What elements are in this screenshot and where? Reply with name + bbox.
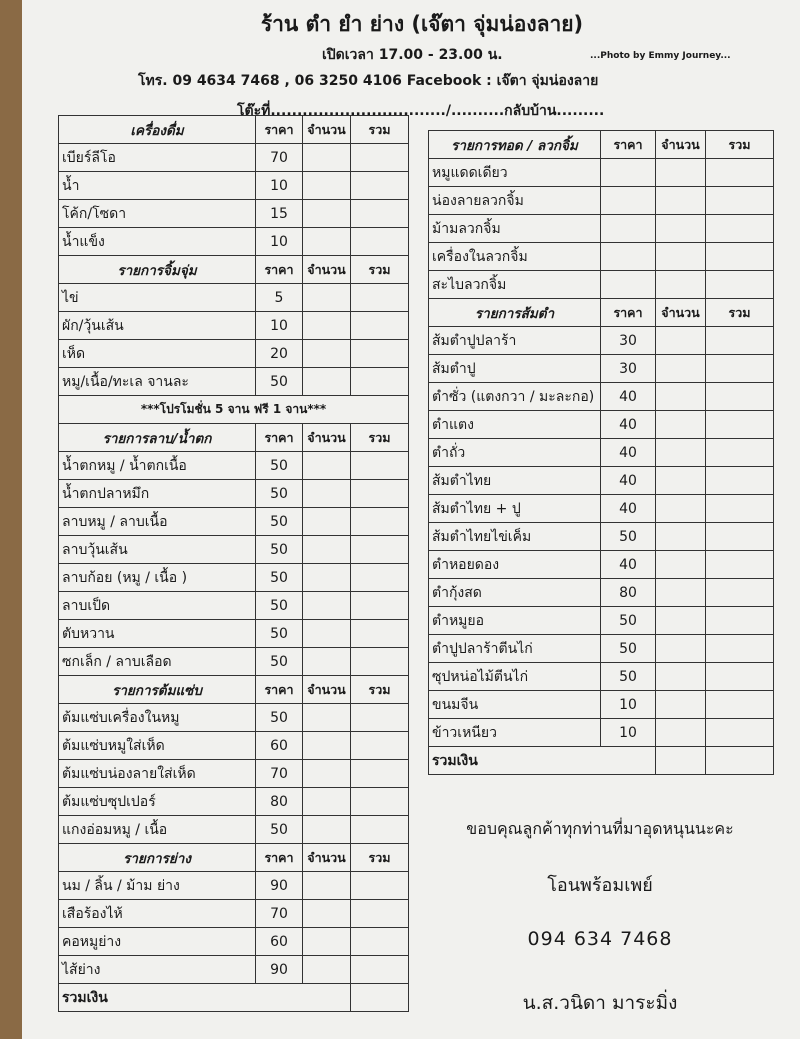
- menu-item-row: [429, 215, 774, 243]
- item-total-cell[interactable]: [351, 704, 409, 732]
- menu-item-row: [59, 648, 409, 676]
- item-total-cell[interactable]: [706, 551, 774, 579]
- item-qty-cell[interactable]: [303, 900, 351, 928]
- menu-item-row: [59, 704, 409, 732]
- item-price: 30: [601, 355, 656, 383]
- price-header: ราคา: [256, 676, 303, 704]
- item-price: 50: [256, 368, 303, 396]
- qty-header: จำนวน: [656, 131, 706, 159]
- item-total-cell[interactable]: [706, 495, 774, 523]
- price-header: ราคา: [256, 424, 303, 452]
- item-qty-cell[interactable]: [303, 928, 351, 956]
- item-qty-cell[interactable]: [303, 284, 351, 312]
- menu-item-row: [59, 480, 409, 508]
- item-qty-cell[interactable]: [656, 551, 706, 579]
- menu-item-row: [59, 592, 409, 620]
- item-qty-cell[interactable]: [303, 648, 351, 676]
- item-price: 50: [256, 648, 303, 676]
- item-qty-cell[interactable]: [656, 355, 706, 383]
- menu-item-row: [429, 495, 774, 523]
- item-total-cell[interactable]: [351, 144, 409, 172]
- qty-header: จำนวน: [303, 424, 351, 452]
- item-qty-cell[interactable]: [303, 704, 351, 732]
- item-name: ผัก/วุ้นเส้น: [59, 312, 256, 340]
- item-price: 40: [601, 551, 656, 579]
- item-total-cell[interactable]: [706, 383, 774, 411]
- item-name: น้ำ: [59, 172, 256, 200]
- qty-header: จำนวน: [303, 844, 351, 872]
- promo-text: ***โปรโมชั่น 5 จาน ฟรี 1 จาน***: [59, 396, 409, 424]
- item-price: 40: [601, 383, 656, 411]
- section-title: รายการทอด / ลวกจิ้ม: [429, 131, 601, 159]
- item-qty-cell[interactable]: [303, 816, 351, 844]
- item-name: ซกเล็ก / ลาบเลือด: [59, 648, 256, 676]
- item-total-cell[interactable]: [351, 816, 409, 844]
- section-header-row: [59, 844, 409, 872]
- menu-item-row: [429, 411, 774, 439]
- item-qty-cell[interactable]: [656, 187, 706, 215]
- item-name: ไข่: [59, 284, 256, 312]
- total-header: รวม: [706, 131, 774, 159]
- menu-item-row: [59, 340, 409, 368]
- item-qty-cell[interactable]: [303, 228, 351, 256]
- item-price: 15: [256, 200, 303, 228]
- qty-header: จำนวน: [303, 116, 351, 144]
- promo-row: [59, 396, 409, 424]
- item-price: 70: [256, 900, 303, 928]
- item-price: 5: [256, 284, 303, 312]
- item-price: 50: [256, 536, 303, 564]
- section-title: รายการส้มตำ: [429, 299, 601, 327]
- left-menu-table: [58, 115, 409, 1012]
- item-price: 80: [256, 788, 303, 816]
- item-price: 50: [256, 620, 303, 648]
- item-total-cell[interactable]: [706, 607, 774, 635]
- section-title: เครื่องดื่ม: [59, 116, 256, 144]
- item-qty-cell[interactable]: [656, 159, 706, 187]
- item-price: 40: [601, 439, 656, 467]
- item-total-cell[interactable]: [351, 956, 409, 984]
- item-qty-cell[interactable]: [656, 215, 706, 243]
- total-header: รวม: [351, 676, 409, 704]
- item-total-cell[interactable]: [351, 872, 409, 900]
- total-header: รวม: [351, 424, 409, 452]
- price-header: ราคา: [601, 131, 656, 159]
- item-total-cell[interactable]: [351, 536, 409, 564]
- item-price: 10: [256, 228, 303, 256]
- restaurant-title: ร้าน ตำ ยำ ย่าง (เจ๊ตา จุ่มน่องลาย): [260, 12, 584, 36]
- item-qty-cell[interactable]: [303, 536, 351, 564]
- item-price: 20: [256, 340, 303, 368]
- thank-you-note: ขอบคุณลูกค้าทุกท่านที่มาอุดหนุนนะคะ: [466, 819, 734, 838]
- item-name: เครื่องในลวกจิ้ม: [429, 243, 601, 271]
- item-total-cell[interactable]: [351, 508, 409, 536]
- item-qty-cell[interactable]: [656, 635, 706, 663]
- item-name: คอหมูย่าง: [59, 928, 256, 956]
- item-price: 40: [601, 411, 656, 439]
- section-header-row: [59, 256, 409, 284]
- item-price: 10: [256, 172, 303, 200]
- total-header: รวม: [351, 844, 409, 872]
- item-total-cell[interactable]: [351, 172, 409, 200]
- menu-item-row: [429, 243, 774, 271]
- menu-item-row: [429, 635, 774, 663]
- item-total-cell[interactable]: [706, 355, 774, 383]
- item-total-cell[interactable]: [706, 635, 774, 663]
- item-name: เห็ด: [59, 340, 256, 368]
- item-price: 50: [601, 523, 656, 551]
- section-header-row: [59, 116, 409, 144]
- item-name: ต้มแซ่บหมูใส่เห็ด: [59, 732, 256, 760]
- menu-item-row: [59, 312, 409, 340]
- menu-item-row: [429, 551, 774, 579]
- section-title: รายการต้มแซ่บ: [59, 676, 256, 704]
- item-price: [601, 159, 656, 187]
- item-name: น้ำตกหมู / น้ำตกเนื้อ: [59, 452, 256, 480]
- item-qty-cell[interactable]: [656, 271, 706, 299]
- item-name: ตำปูปลาร้าตีนไก่: [429, 635, 601, 663]
- item-price: 70: [256, 144, 303, 172]
- section-header-row: [429, 299, 774, 327]
- item-total-cell[interactable]: [351, 228, 409, 256]
- item-name: น้ำแข็ง: [59, 228, 256, 256]
- item-name: ตำแตง: [429, 411, 601, 439]
- item-total-cell[interactable]: [706, 719, 774, 747]
- menu-item-row: [59, 368, 409, 396]
- item-total-cell[interactable]: [706, 523, 774, 551]
- item-qty-cell[interactable]: [303, 956, 351, 984]
- item-name: ตำซั่ว (แตงกวา / มะละกอ): [429, 383, 601, 411]
- item-qty-cell[interactable]: [303, 592, 351, 620]
- item-name: นม / ลิ้น / ม้าม ย่าง: [59, 872, 256, 900]
- menu-item-row: [59, 816, 409, 844]
- item-qty-cell[interactable]: [303, 144, 351, 172]
- item-price: 50: [256, 508, 303, 536]
- item-name: หมู/เนื้อ/ทะเล จานละ: [59, 368, 256, 396]
- item-total-cell[interactable]: [351, 564, 409, 592]
- item-name: หมูแดดเดียว: [429, 159, 601, 187]
- item-qty-cell[interactable]: [303, 564, 351, 592]
- item-name: ส้มตำปู: [429, 355, 601, 383]
- item-name: น่องลายลวกจิ้ม: [429, 187, 601, 215]
- menu-item-row: [59, 928, 409, 956]
- menu-item-row: [59, 788, 409, 816]
- item-name: ตำถั่ว: [429, 439, 601, 467]
- item-price: 50: [256, 452, 303, 480]
- item-total-cell[interactable]: [351, 480, 409, 508]
- item-price: 70: [256, 760, 303, 788]
- item-qty-cell[interactable]: [656, 243, 706, 271]
- total-header: รวม: [706, 299, 774, 327]
- item-total-cell[interactable]: [351, 452, 409, 480]
- item-name: ขนมจีน: [429, 691, 601, 719]
- item-name: ส้มตำไทย: [429, 467, 601, 495]
- item-total-cell[interactable]: [351, 620, 409, 648]
- item-qty-cell[interactable]: [656, 691, 706, 719]
- item-qty-cell[interactable]: [303, 620, 351, 648]
- item-price: 50: [256, 816, 303, 844]
- menu-item-row: [429, 579, 774, 607]
- item-qty-cell[interactable]: [656, 467, 706, 495]
- item-name: ตำหมูยอ: [429, 607, 601, 635]
- menu-item-row: [59, 508, 409, 536]
- promptpay-number: 094 634 7468: [527, 928, 673, 950]
- item-price: 50: [256, 704, 303, 732]
- item-total-cell[interactable]: [351, 732, 409, 760]
- price-header: ราคา: [256, 116, 303, 144]
- item-price: 10: [256, 312, 303, 340]
- menu-item-row: [59, 200, 409, 228]
- item-price: 50: [256, 592, 303, 620]
- item-price: 50: [256, 480, 303, 508]
- photo-credit: ...Photo by Emmy Journey...: [590, 51, 731, 61]
- menu-item-row: [59, 956, 409, 984]
- item-price: 50: [601, 663, 656, 691]
- item-price: 10: [601, 719, 656, 747]
- item-total-cell[interactable]: [351, 648, 409, 676]
- item-name: โค้ก/โซดา: [59, 200, 256, 228]
- opening-hours: เปิดเวลา 17.00 - 23.00 น.: [322, 47, 503, 63]
- item-total-cell[interactable]: [351, 200, 409, 228]
- menu-item-row: [429, 663, 774, 691]
- item-total-cell[interactable]: [706, 579, 774, 607]
- item-name: ตับหวาน: [59, 620, 256, 648]
- item-price: [601, 215, 656, 243]
- item-qty-cell[interactable]: [656, 327, 706, 355]
- section-title: รายการย่าง: [59, 844, 256, 872]
- item-name: ต้มแซ่บน่องลายใส่เห็ด: [59, 760, 256, 788]
- item-total-cell[interactable]: [351, 340, 409, 368]
- menu-item-row: [429, 187, 774, 215]
- item-total-cell[interactable]: [706, 215, 774, 243]
- item-qty-cell[interactable]: [656, 495, 706, 523]
- item-qty-cell[interactable]: [656, 439, 706, 467]
- grand-total-cell[interactable]: [656, 747, 706, 775]
- item-name: ส้มตำไทย + ปู: [429, 495, 601, 523]
- item-name: ลาบวุ้นเส้น: [59, 536, 256, 564]
- grand-total-label: รวมเงิน: [429, 747, 656, 775]
- item-name: สะไบลวกจิ้ม: [429, 271, 601, 299]
- menu-item-row: [59, 144, 409, 172]
- menu-item-row: [59, 452, 409, 480]
- section-header-row: [59, 424, 409, 452]
- section-title: รายการลาบ/น้ำตก: [59, 424, 256, 452]
- menu-item-row: [59, 872, 409, 900]
- account-name: น.ส.วนิดา มาระมิ่ง: [522, 992, 678, 1014]
- total-header: รวม: [351, 116, 409, 144]
- item-qty-cell[interactable]: [303, 508, 351, 536]
- item-name: ลาบหมู / ลาบเนื้อ: [59, 508, 256, 536]
- item-total-cell[interactable]: [351, 900, 409, 928]
- menu-item-row: [429, 523, 774, 551]
- section-header-row: [429, 131, 774, 159]
- menu-item-row: [429, 159, 774, 187]
- item-price: 60: [256, 928, 303, 956]
- grand-total-row: [429, 747, 774, 775]
- item-qty-cell[interactable]: [656, 411, 706, 439]
- item-name: เสือร้องไห้: [59, 900, 256, 928]
- item-price: 90: [256, 872, 303, 900]
- item-price: 50: [256, 564, 303, 592]
- item-total-cell[interactable]: [706, 411, 774, 439]
- item-total-cell[interactable]: [706, 187, 774, 215]
- item-qty-cell[interactable]: [656, 383, 706, 411]
- menu-item-row: [59, 620, 409, 648]
- menu-item-row: [59, 228, 409, 256]
- item-name: แกงอ่อมหมู / เนื้อ: [59, 816, 256, 844]
- right-menu-table: [428, 130, 774, 775]
- item-price: 10: [601, 691, 656, 719]
- item-qty-cell[interactable]: [303, 172, 351, 200]
- item-total-cell[interactable]: [351, 312, 409, 340]
- item-total-cell[interactable]: [351, 592, 409, 620]
- item-price: 60: [256, 732, 303, 760]
- item-name: ม้ามลวกจิ้ม: [429, 215, 601, 243]
- menu-item-row: [59, 172, 409, 200]
- item-total-cell[interactable]: [351, 368, 409, 396]
- price-header: ราคา: [601, 299, 656, 327]
- qty-header: จำนวน: [656, 299, 706, 327]
- total-header: รวม: [351, 256, 409, 284]
- item-total-cell[interactable]: [706, 439, 774, 467]
- item-price: 90: [256, 956, 303, 984]
- item-total-cell[interactable]: [706, 243, 774, 271]
- item-total-cell[interactable]: [351, 788, 409, 816]
- item-price: 50: [601, 635, 656, 663]
- menu-item-row: [429, 607, 774, 635]
- item-total-cell[interactable]: [351, 760, 409, 788]
- item-qty-cell[interactable]: [656, 607, 706, 635]
- item-total-cell[interactable]: [351, 928, 409, 956]
- menu-item-row: [429, 467, 774, 495]
- grand-total-cell-2[interactable]: [706, 747, 774, 775]
- menu-item-row: [59, 732, 409, 760]
- item-name: ข้าวเหนียว: [429, 719, 601, 747]
- item-name: ต้มแซ่บเครื่องในหมู: [59, 704, 256, 732]
- item-name: ซุปหน่อไม้ตีนไก่: [429, 663, 601, 691]
- menu-item-row: [429, 691, 774, 719]
- item-qty-cell[interactable]: [303, 452, 351, 480]
- item-total-cell[interactable]: [706, 271, 774, 299]
- item-qty-cell[interactable]: [303, 788, 351, 816]
- menu-item-row: [429, 439, 774, 467]
- menu-item-row: [59, 900, 409, 928]
- item-name: ลาบก้อย (หมู / เนื้อ ): [59, 564, 256, 592]
- contact-line: โทร. 09 4634 7468 , 06 3250 4106 Facebook : เจ๊ตา จุ่มน่องลาย: [138, 73, 599, 89]
- price-header: ราคา: [256, 256, 303, 284]
- menu-item-row: [429, 719, 774, 747]
- item-total-cell[interactable]: [351, 284, 409, 312]
- item-name: ตำหอยดอง: [429, 551, 601, 579]
- menu-item-row: [59, 284, 409, 312]
- item-price: [601, 187, 656, 215]
- menu-item-row: [429, 271, 774, 299]
- price-header: ราคา: [256, 844, 303, 872]
- grand-total-cell[interactable]: [351, 984, 409, 1012]
- menu-item-row: [429, 327, 774, 355]
- item-qty-cell[interactable]: [303, 200, 351, 228]
- menu-item-row: [59, 536, 409, 564]
- grand-total-row: [59, 984, 409, 1012]
- item-price: 50: [601, 607, 656, 635]
- item-qty-cell[interactable]: [303, 312, 351, 340]
- qty-header: จำนวน: [303, 256, 351, 284]
- item-qty-cell[interactable]: [303, 368, 351, 396]
- item-name: ลาบเป็ด: [59, 592, 256, 620]
- item-total-cell[interactable]: [706, 691, 774, 719]
- table-number-line: โต๊ะที่................................./..........กลับบ้าน.........: [237, 103, 605, 119]
- item-qty-cell[interactable]: [303, 732, 351, 760]
- item-price: [601, 271, 656, 299]
- item-total-cell[interactable]: [706, 327, 774, 355]
- item-qty-cell[interactable]: [303, 340, 351, 368]
- item-qty-cell[interactable]: [303, 480, 351, 508]
- item-total-cell[interactable]: [706, 467, 774, 495]
- item-name: ต้มแซ่บซุปเปอร์: [59, 788, 256, 816]
- item-qty-cell[interactable]: [303, 760, 351, 788]
- item-total-cell[interactable]: [706, 663, 774, 691]
- item-qty-cell[interactable]: [656, 523, 706, 551]
- qty-header: จำนวน: [303, 676, 351, 704]
- item-price: 40: [601, 467, 656, 495]
- menu-item-row: [59, 564, 409, 592]
- item-qty-cell[interactable]: [656, 579, 706, 607]
- menu-item-row: [429, 355, 774, 383]
- item-qty-cell[interactable]: [656, 663, 706, 691]
- item-name: ไส้ย่าง: [59, 956, 256, 984]
- item-name: ส้มตำไทยไข่เค็ม: [429, 523, 601, 551]
- item-name: ส้มตำปูปลาร้า: [429, 327, 601, 355]
- menu-item-row: [59, 760, 409, 788]
- grand-total-label: รวมเงิน: [59, 984, 351, 1012]
- item-total-cell[interactable]: [706, 159, 774, 187]
- item-qty-cell[interactable]: [656, 719, 706, 747]
- item-price: [601, 243, 656, 271]
- item-price: 30: [601, 327, 656, 355]
- section-header-row: [59, 676, 409, 704]
- item-name: น้ำตกปลาหมึก: [59, 480, 256, 508]
- section-title: รายการจิ้มจุ่ม: [59, 256, 256, 284]
- payment-method: โอนพร้อมเพย์: [547, 875, 653, 896]
- item-qty-cell[interactable]: [303, 872, 351, 900]
- item-name: ตำกุ้งสด: [429, 579, 601, 607]
- item-name: เบียร์ลีโอ: [59, 144, 256, 172]
- item-price: 80: [601, 579, 656, 607]
- item-price: 40: [601, 495, 656, 523]
- menu-item-row: [429, 383, 774, 411]
